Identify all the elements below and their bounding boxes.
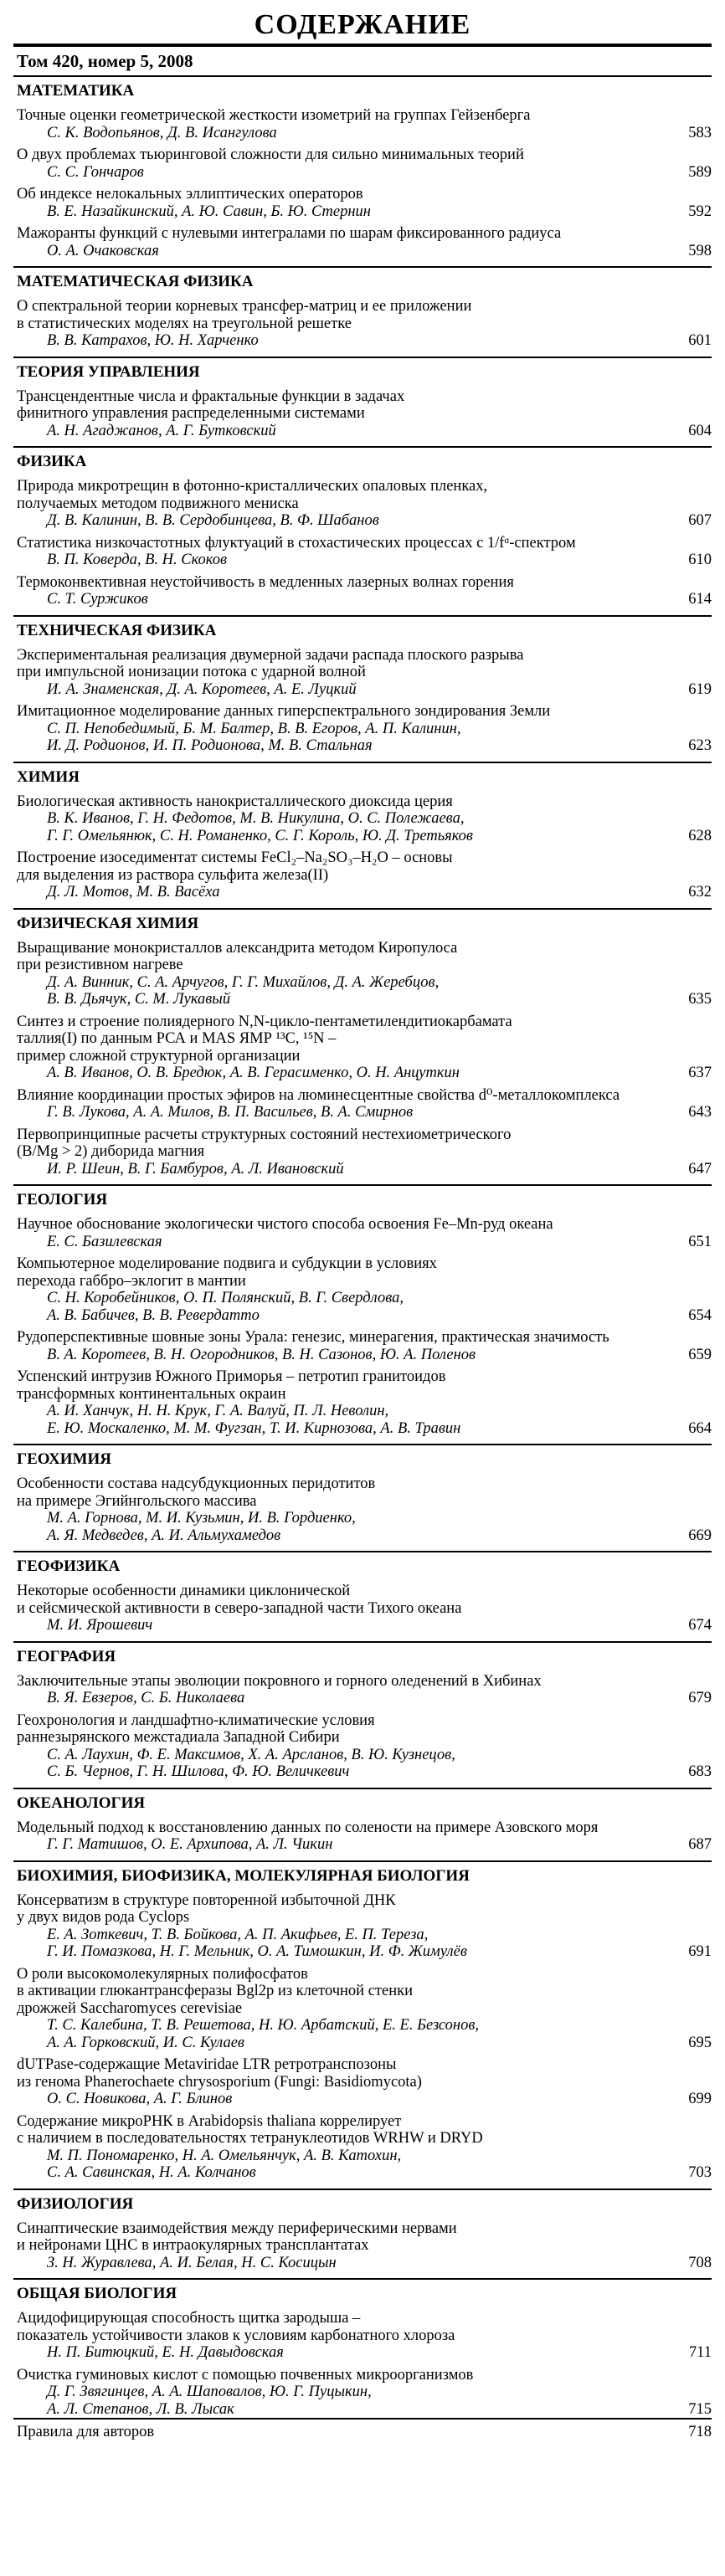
entry-page-number: 592 <box>688 203 712 220</box>
entry-title-line: при импульсной ионизации потока с ударной волной <box>17 664 366 680</box>
entry-page-number: 654 <box>688 1306 712 1324</box>
section-title: ГЕОФИЗИКА <box>17 1557 121 1575</box>
entry-title-line: Содержание микроРНК в Arabidopsis thaliana коррелирует <box>17 2112 402 2130</box>
entry-title-line: Построение изоседиментат системы FeCl₂–Na₂SO₃–H₂O – основы <box>17 849 453 866</box>
toc-entry[interactable] <box>13 793 712 845</box>
entry-authors-line: В. П. Коверда, В. Н. Скоков <box>47 552 228 568</box>
toc-section <box>13 755 712 901</box>
entry-title-line: Статистика низкочастотных флуктуаций в стохастических процессах с 1/fᵅ-спектром <box>17 534 576 552</box>
entry-title-line: Компьютерное моделирование подвига и субдукции в условиях <box>17 1255 437 1272</box>
entry-authors-line: С. С. Гончаров <box>47 163 144 181</box>
section-gap <box>13 755 712 762</box>
toc-section <box>13 1437 712 1544</box>
entry-page-number: 674 <box>688 1617 712 1634</box>
entry-title-line: получаемых методом подвижного мениска <box>17 495 299 512</box>
entry-authors-line: В. Я. Евзеров, С. Б. Николаева <box>47 1690 245 1706</box>
entry-title-line: и сейсмической активности в северо-западной части Тихого океана <box>17 1599 462 1617</box>
section-title: МАТЕМАТИКА <box>17 82 135 100</box>
toc-entry[interactable] <box>13 1329 712 1363</box>
toc-entry[interactable] <box>13 2056 712 2108</box>
section-title: БИОХИМИЯ, БИОФИЗИКА, МОЛЕКУЛЯРНАЯ БИОЛОГИЯ <box>17 1866 470 1885</box>
entry-authors-line: Е. С. Базилевская <box>47 1233 162 1250</box>
entry-title-line: (B/Mg > 2) диборида магния <box>17 1143 205 1160</box>
entry-authors-line: М. П. Пономаренко, Н. А. Омельянчук, А. В. Катохин, <box>47 2147 402 2164</box>
entry-title-line: dUTPase-содержащие Metaviridae LTR ретротранспозоны <box>17 2056 397 2073</box>
entry-page-number: 589 <box>688 163 712 181</box>
toc-entry[interactable] <box>13 1126 712 1178</box>
entry-title-line: О роли высокомолекулярных полифосфатов <box>17 1965 308 1983</box>
entry-title-line: Консерватизм в структуре повторенной избыточной ДНК <box>17 1891 396 1909</box>
entry-page-number: 637 <box>688 1065 712 1081</box>
entry-page-number: 651 <box>688 1233 712 1250</box>
entry-page-number: 699 <box>688 2091 712 2107</box>
entry-authors-line: Г. Г. Омельянюк, С. Н. Романенко, С. Г. Король, Ю. Д. Третьяков <box>47 827 473 844</box>
section-title: ХИМИЯ <box>17 767 80 786</box>
section-gap <box>13 1544 712 1551</box>
toc-entry[interactable] <box>13 388 712 440</box>
entry-authors-line: С. Т. Суржиков <box>47 591 148 608</box>
entry-authors-line: А. В. Иванов, О. В. Бредюк, А. В. Герасименко, О. Н. Анцуткин <box>47 1065 460 1081</box>
entry-title-line: Точные оценки геометрической жесткости изометрий на группах Гейзенберга <box>17 107 531 124</box>
entry-title-line: Некоторые особенности динамики циклонической <box>17 1583 351 1599</box>
entry-title-line: показатель устойчивости злаков к условиям карбонатного хлороза <box>17 2327 455 2344</box>
toc-entry[interactable] <box>13 1216 712 1250</box>
section-title: ФИЗИЧЕСКАЯ ХИМИЯ <box>17 914 199 932</box>
entry-page-number: 687 <box>688 1836 712 1853</box>
entry-authors-line: В. Е. Назайкинский, А. Ю. Савин, Б. Ю. Стернин <box>47 203 371 220</box>
toc-section <box>13 1634 712 1781</box>
entry-authors-line: Г. Г. Матишов, О. Е. Архипова, А. Л. Чикин <box>47 1836 333 1853</box>
toc-section <box>13 1854 712 2182</box>
toc-entry[interactable] <box>13 298 712 350</box>
section-gap <box>13 1634 712 1641</box>
entry-authors-line: М. А. Горнова, М. И. Кузьмин, И. В. Гордиенко, <box>47 1510 356 1527</box>
toc-section <box>13 2182 712 2272</box>
entry-title-line: Первопринципные расчеты структурных состояний нестехиометрического <box>17 1126 512 1143</box>
entry-title-line: О спектральной теории корневых трансфер-матриц и ее приложении <box>17 298 472 315</box>
toc-section <box>13 350 712 440</box>
toc-section <box>13 608 712 755</box>
entry-title-line: Трансцендентные числа и фрактальные функции в задачах <box>17 387 405 405</box>
section-title: ОБЩАЯ БИОЛОГИЯ <box>17 2285 177 2302</box>
entry-authors-line: И. Д. Родионов, И. П. Родионова, М. В. Стальная <box>47 737 373 754</box>
section-gap <box>13 439 712 446</box>
entry-title-line: трансформных континентальных окраин <box>17 1385 286 1403</box>
page-title: СОДЕРЖАНИЕ <box>254 9 471 40</box>
section-title: ГЕОЛОГИЯ <box>17 1191 108 1208</box>
entry-authors-line: Г. В. Лукова, А. А. Милов, В. П. Васильев, В. А. Смирнов <box>47 1104 414 1121</box>
section-gap <box>13 1437 712 1444</box>
entry-authors-line: А. Л. Степанов, Л. В. Лысак <box>47 2400 234 2418</box>
entry-page-number: 601 <box>688 332 712 349</box>
toc-section <box>13 439 712 608</box>
entry-page-number: 711 <box>688 2344 712 2361</box>
entry-authors-line: С. А. Лаухин, Ф. Е. Максимов, Х. А. Арсланов, В. Ю. Кузнецов, <box>47 1746 455 1763</box>
entry-title-line: Модельный подход к восстановлению данных по солености на примере Азовского моря <box>17 1819 599 1836</box>
entry-authors-line: В. К. Иванов, Г. Н. Федотов, М. В. Никулина, О. С. Полежаева, <box>47 810 465 827</box>
entry-page-number: 643 <box>688 1104 712 1121</box>
entry-authors-line: Г. И. Помазкова, Н. Г. Мельник, О. А. Тимошкин, И. Ф. Жимулёв <box>47 1943 467 1960</box>
toc-entry[interactable] <box>13 1583 712 1634</box>
entry-title-line: финитного управления распределенными системами <box>17 405 365 422</box>
toc-entry[interactable] <box>13 1087 712 1121</box>
entry-title-line: Синтез и строение полиядерного N,N-цикло-пентаметилендитиокарбамата <box>17 1013 512 1030</box>
entry-title-line: с наличием в последовательностях тетрануклеотидов WRHW и DRYD <box>17 2130 483 2147</box>
toc-entry[interactable] <box>13 107 712 141</box>
entry-page-number: 664 <box>688 1419 712 1437</box>
entry-title-line: Выращивание монокристаллов александрита методом Киропулоса <box>17 939 458 957</box>
toc-entry[interactable] <box>13 574 712 608</box>
toc-entry[interactable] <box>13 1013 712 1082</box>
entry-title-line: раннезырянского межстадиала Западной Сибири <box>17 1729 340 1746</box>
entry-authors-line: О. С. Новикова, А. Г. Блинов <box>47 2091 233 2107</box>
toc-section <box>13 77 712 259</box>
entry-page-number: 610 <box>688 552 712 568</box>
toc-entry[interactable] <box>13 1255 712 1324</box>
entry-authors-line: В. А. Коротеев, В. Н. Огородников, В. Н. Сазонов, Ю. А. Поленов <box>47 1346 476 1363</box>
entry-page-number: 703 <box>688 2164 712 2181</box>
toc-entry[interactable] <box>13 2220 712 2272</box>
section-title: ТЕХНИЧЕСКАЯ ФИЗИКА <box>17 621 217 639</box>
entry-title-line: для выделения из раствора сульфита железа(II) <box>17 866 329 884</box>
entry-title-line: Ацидофицирующая способность щитка зародыша – <box>17 2310 361 2327</box>
section-title: ГЕОГРАФИЯ <box>17 1647 116 1665</box>
toc-section <box>13 1781 712 1854</box>
toc-section <box>13 1178 712 1437</box>
entry-authors-line: В. В. Дьячук, С. М. Лукавый <box>47 991 231 1008</box>
toc-entry[interactable] <box>13 225 712 259</box>
section-gap <box>13 1781 712 1788</box>
entry-title-line: Особенности состава надсубдукционных перидотитов <box>17 1475 376 1492</box>
entry-title-line: Успенский интрузив Южного Приморья – петротип гранитоидов <box>17 1368 446 1385</box>
section-gap <box>13 259 712 266</box>
entry-title-line: на примере Эгийнгольского массива <box>17 1492 257 1510</box>
entry-authors-line: А. В. Бабичев, В. В. Ревердатто <box>47 1306 260 1324</box>
entry-page-number: 635 <box>688 991 712 1008</box>
entry-title-line: Заключительные этапы эволюции покровного и горного оледенений в Хибинах <box>17 1672 542 1690</box>
entry-page-number: 614 <box>688 591 712 608</box>
toc-entry[interactable] <box>13 1673 712 1707</box>
toc-entry[interactable] <box>13 1475 712 1544</box>
entry-page-number: 623 <box>688 737 712 754</box>
toc-entry[interactable] <box>13 2367 712 2419</box>
toc-entry[interactable] <box>13 478 712 530</box>
toc-entry[interactable] <box>13 647 712 699</box>
entry-authors-line: З. Н. Журавлева, А. И. Белая, Н. С. Косицын <box>47 2254 337 2271</box>
toc-entry[interactable] <box>13 1966 712 2052</box>
entry-authors-line: А. Н. Агаджанов, А. Г. Бутковский <box>47 422 276 439</box>
toc-section <box>13 2271 712 2418</box>
toc-entry[interactable] <box>13 1368 712 1437</box>
toc-entry[interactable] <box>13 1819 712 1854</box>
entry-authors-line: Н. П. Битюцкий, Е. Н. Давыдовская <box>47 2344 284 2361</box>
section-gap <box>13 1178 712 1184</box>
toc-entry[interactable] <box>13 1712 712 1781</box>
entry-authors-line: И. А. Знаменская, Д. А. Коротеев, А. Е. Луцкий <box>47 680 357 698</box>
entry-authors-line: Е. Ю. Москаленко, М. М. Фугзан, Т. И. Кирнозова, А. В. Травин <box>47 1419 461 1437</box>
entry-page-number: 695 <box>688 2034 712 2051</box>
toc-section <box>13 1544 712 1634</box>
entry-authors-line: А. Я. Медведев, А. И. Альмухамедов <box>47 1527 281 1544</box>
toc-sections <box>13 77 712 2418</box>
entry-authors-line: Д. А. Винник, С. А. Арчугов, Г. Г. Михайлов, Д. А. Жеребцов, <box>47 973 440 991</box>
entry-page-number: 647 <box>688 1160 712 1178</box>
entry-title-line: и нейронами ЦНС в интраокулярных трансплантатах <box>17 2237 369 2254</box>
section-gap <box>13 350 712 357</box>
entry-title-line: дрожжей Saccharomyces cerevisiae <box>17 1999 243 2017</box>
entry-authors-line: А. И. Ханчук, Н. Н. Крук, Г. А. Валуй, П. Л. Неволин, <box>47 1403 389 1419</box>
toc-entry[interactable] <box>13 186 712 220</box>
entry-title-line: в статистических моделях на треугольной решетке <box>17 315 352 332</box>
entry-title-line: Научное обоснование экологически чистого способа освоения Fe–Mn-руд океана <box>17 1216 553 1233</box>
section-gap <box>13 608 712 615</box>
section-title: МАТЕМАТИЧЕСКАЯ ФИЗИКА <box>17 273 254 290</box>
section-gap <box>13 2182 712 2189</box>
section-title: ФИЗИКА <box>17 453 87 470</box>
entry-page-number: 679 <box>688 1690 712 1706</box>
entry-title-line: при резистивном нагреве <box>17 957 183 973</box>
section-title: ГЕОХИМИЯ <box>17 1450 111 1468</box>
entry-authors-line: В. В. Катрахов, Ю. Н. Харченко <box>47 332 259 349</box>
toc-entry[interactable] <box>13 146 712 181</box>
footer-label: Правила для авторов <box>17 2424 155 2440</box>
entry-title-line: из генома Phanerochaete chrysosporium (Fungi: Basidiomycota) <box>17 2073 422 2091</box>
entry-authors-line: С. Б. Чернов, Г. Н. Шилова, Ф. Ю. Величкевич <box>47 1763 350 1780</box>
entry-page-number: 628 <box>688 827 712 844</box>
entry-title-line: Об индексе нелокальных эллиптических операторов <box>17 186 363 203</box>
entry-authors-line: С. Н. Коробейников, О. П. Полянский, В. Г. Свердлова, <box>47 1290 404 1306</box>
footer-page: 718 <box>688 2424 712 2440</box>
entry-page-number: 691 <box>688 1943 712 1960</box>
entry-page-number: 669 <box>688 1527 712 1544</box>
toc-entry[interactable] <box>13 849 712 901</box>
entry-title-line: Синаптические взаимодействия между периферическими нервами <box>17 2219 457 2237</box>
toc-section <box>13 259 712 350</box>
section-title: ТЕОРИЯ УПРАВЛЕНИЯ <box>17 362 200 381</box>
toc-entry[interactable] <box>13 2310 712 2362</box>
toc-entry[interactable] <box>13 2113 712 2182</box>
entry-title-line: Термоконвективная неустойчивость в медленных лазерных волнах горения <box>17 573 514 591</box>
toc-entry[interactable] <box>13 535 712 569</box>
entry-page-number: 607 <box>688 512 712 529</box>
entry-page-number: 619 <box>688 680 712 698</box>
entry-title-line: перехода габбро–эклогит в мантии <box>17 1272 246 1290</box>
entry-page-number: 659 <box>688 1346 712 1363</box>
entry-title-line: Природа микротрещин в фотонно-кристаллических опаловых пленках, <box>17 478 488 495</box>
entry-title-line: О двух проблемах тьюринговой сложности для сильно минимальных теорий <box>17 146 524 163</box>
entry-title-line: пример сложной структурной организации <box>17 1047 301 1065</box>
issue-line: Том 420, номер 5, 2008 <box>17 51 193 71</box>
entry-title-line: в активации глюкантрансферазы Bgl2p из клеточной стенки <box>17 1983 413 1999</box>
entry-page-number: 632 <box>688 884 712 901</box>
entry-title-line: Мажоранты функций с нулевыми интегралами по шарам фиксированного радиуса <box>17 225 562 242</box>
entry-title-line: Биологическая активность нанокристаллического диоксида церия <box>17 793 453 810</box>
entry-authors-line: С. К. Водопьянов, Д. В. Исангулова <box>47 124 277 141</box>
entry-authors-line: Д. Л. Мотов, М. В. Васёха <box>47 884 220 901</box>
entry-authors-line: Д. В. Калинин, В. В. Сердобинцева, В. Ф. Шабанов <box>47 512 379 529</box>
entry-title-line: Очистка гуминовых кислот с помощью почвенных микроорганизмов <box>17 2366 474 2384</box>
entry-authors-line: А. А. Горковский, И. С. Кулаев <box>47 2034 244 2051</box>
entry-authors-line: И. Р. Шеин, В. Г. Бамбуров, А. Л. Ивановский <box>47 1160 344 1178</box>
toc-entry[interactable] <box>13 1892 712 1961</box>
section-title: ФИЗИОЛОГИЯ <box>17 2194 134 2213</box>
toc-page <box>13 0 712 2445</box>
entry-title-line: у двух видов рода Cyclops <box>17 1909 190 1926</box>
entry-authors-line: Е. А. Зоткевич, Т. В. Бойкова, А. П. Акифьев, Е. П. Тереза, <box>47 1926 429 1943</box>
section-gap <box>13 1854 712 1860</box>
entry-title-line: Влияние координации простых эфиров на люминесцентные свойства d⁰-металлокомплекса <box>17 1086 620 1104</box>
entry-title-line: Имитационное моделирование данных гиперспектрального зондирования Земли <box>17 703 551 720</box>
section-gap <box>13 2271 712 2278</box>
toc-section <box>13 901 712 1178</box>
entry-title-line: Рудоперспективные шовные зоны Урала: генезис, минерагения, практическая значимость <box>17 1329 609 1346</box>
entry-page-number: 708 <box>688 2254 712 2271</box>
entry-authors-line: Т. С. Калебина, Т. В. Решетова, Н. Ю. Арбатский, Е. Е. Безсонов, <box>47 2017 480 2034</box>
entry-title-line: Экспериментальная реализация двумерной задачи распада плоского разрыва <box>17 646 524 664</box>
entry-title-line: Геохронология и ландшафтно-климатические условия <box>17 1711 375 1729</box>
section-title: ОКЕАНОЛОГИЯ <box>17 1793 146 1812</box>
toc-entry[interactable] <box>13 940 712 1008</box>
entry-page-number: 683 <box>688 1763 712 1780</box>
entry-authors-line: С. П. Непобедимый, Б. М. Балтер, В. В. Егоров, А. П. Калинин, <box>47 720 461 737</box>
entry-page-number: 604 <box>688 422 712 439</box>
entry-authors-line: Д. Г. Звягинцев, А. А. Шаповалов, Ю. Г. Пуцыкин, <box>47 2384 372 2400</box>
entry-title-line: таллия(I) по данным РСА и MAS ЯМР ¹³C, ¹⁵N – <box>17 1030 337 1047</box>
section-gap <box>13 901 712 908</box>
entry-page-number: 583 <box>688 124 712 141</box>
entry-authors-line: М. И. Ярошевич <box>47 1617 153 1634</box>
footer-entry[interactable] <box>13 2419 712 2445</box>
entry-authors-line: О. А. Очаковская <box>47 242 159 259</box>
entry-page-number: 598 <box>688 242 712 259</box>
entry-authors-line: С. А. Савинская, Н. А. Колчанов <box>47 2164 256 2181</box>
toc-entry[interactable] <box>13 703 712 755</box>
entry-page-number: 715 <box>688 2400 712 2418</box>
